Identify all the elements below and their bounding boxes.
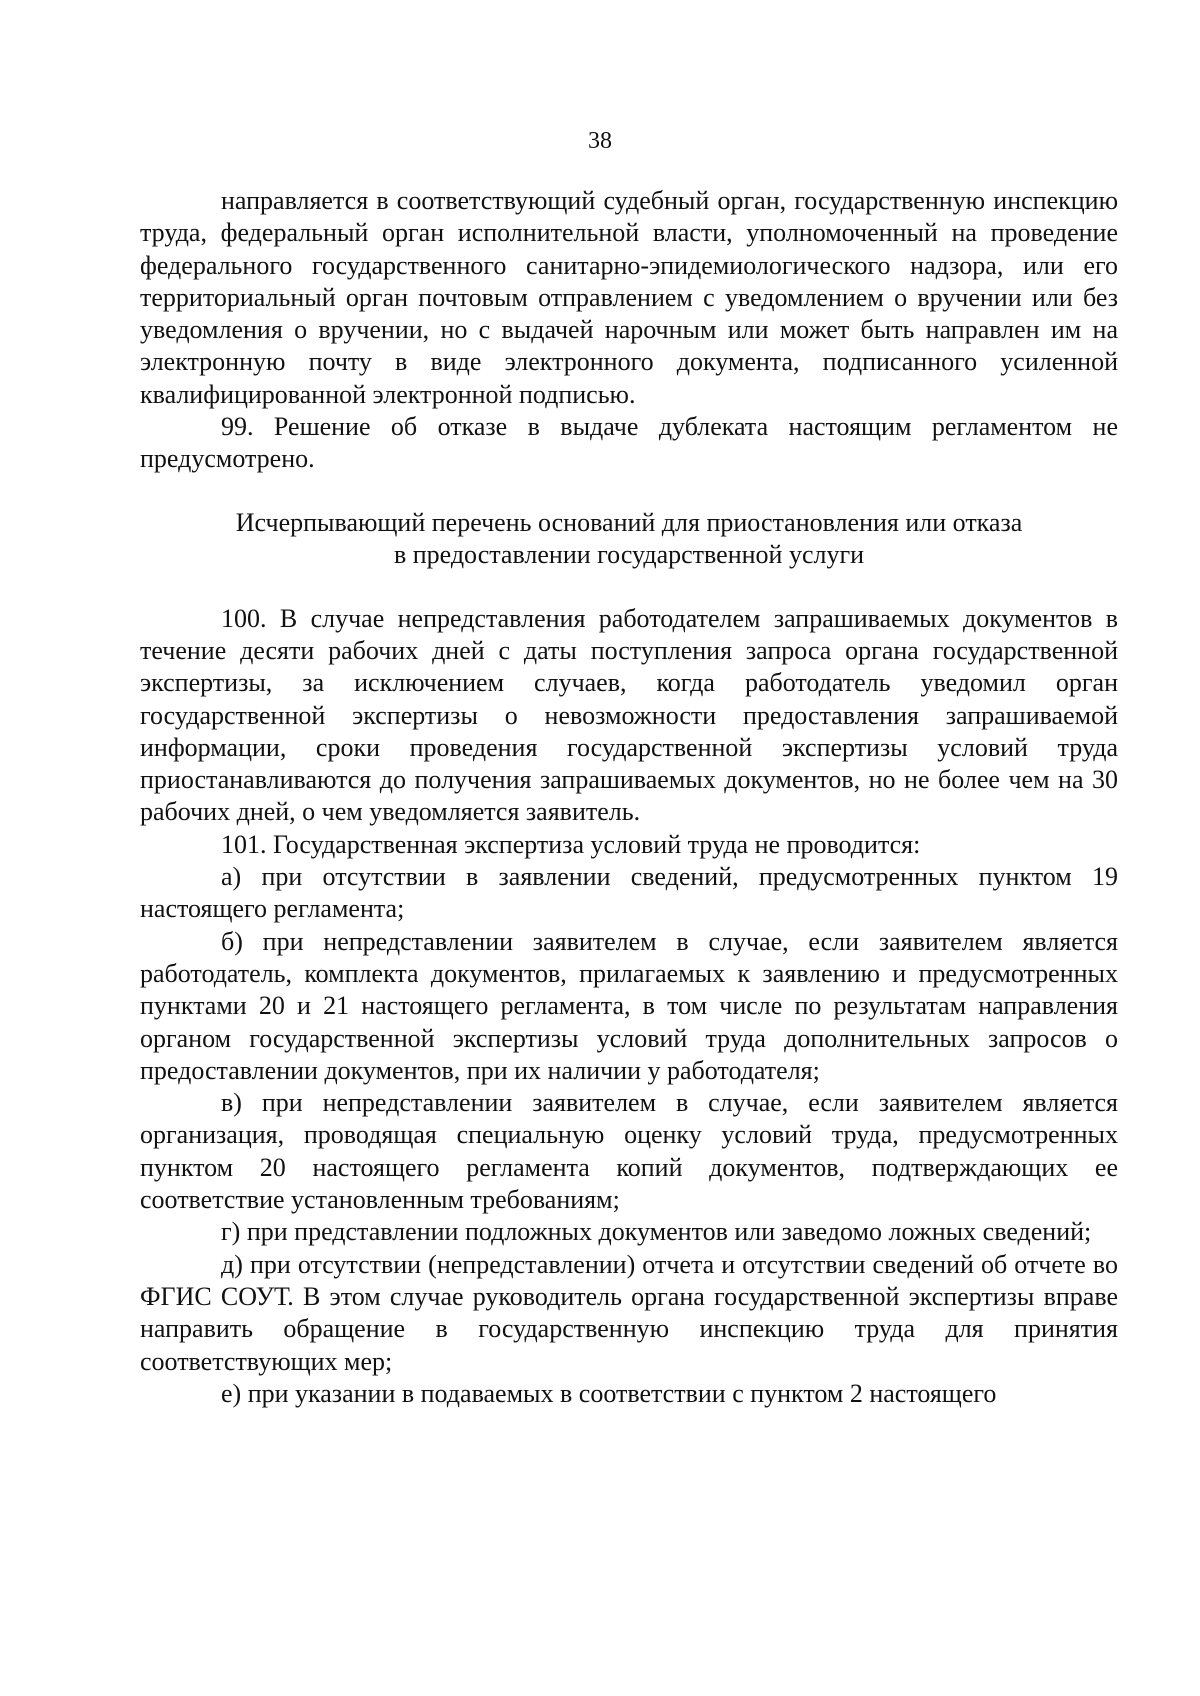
list-item-b: б) при непредставлении заявителем в случае, если заявителем является работодатель, комплекта документов, прилагаемых к заявлению и предусмотренных пунктами 20 и 21 настоящего регламента, в том числе по результатам направления органом государственной экспертизы условий труда дополнительных запросов о предоставлении документов, при их наличии у работодателя; (140, 926, 1118, 1085)
list-item-a: а) при отсутствии в заявлении сведений, предусмотренных пунктом 19 настоящего регламента; (140, 862, 1118, 924)
section-heading-line-1: Исчерпывающий перечень оснований для приостановления или отказа (235, 507, 1023, 537)
paragraph-continuation: направляется в соответствующий судебный орган, государственную инспекцию труда, федеральный орган исполнительной власти, уполномоченный на проведение федерального государственного санитарно-эпидемиологического надзора, или его территориальный орган почтовым отправлением с уведомлением о вручении или без уведомления о вручении, но с выдачей нарочным или может быть направлен им на электронную почту в виде электронного документа, подписанного усиленной квалифицированной электронной подписью. (140, 186, 1118, 409)
section-heading (140, 507, 1118, 571)
list-item-e: е) при указании в подаваемых в соответствии с пунктом 2 настоящего (221, 1378, 997, 1408)
list-item-v: в) при непредставлении заявителем в случае, если заявителем является организация, проводящая специальную оценку условий труда, предусмотренных пунктом 20 настоящего регламента копий документов, подтверждающих ее соответствие установленным требованиям; (140, 1088, 1118, 1215)
section-heading-line-2: в предоставлении государственной услуги (393, 539, 865, 569)
paragraph-101: 101. Государственная экспертиза условий труда не проводится: (221, 829, 921, 859)
list-item-g: г) при представлении подложных документов или заведомо ложных сведений; (221, 1217, 1092, 1247)
paragraph-99: 99. Решение об отказе в выдаче дублеката настоящим регламентом не предусмотрено. (140, 412, 1118, 474)
page-number: 38 (588, 128, 612, 154)
list-item-d: д) при отсутствии (непредставлении) отчета и отсутствии сведений об отчете во ФГИС СОУТ. В этом случае руководитель органа государственной экспертизы вправе направить обращение в государственную инспекцию труда для принятия соответствующих мер; (140, 1249, 1118, 1376)
document-body (140, 185, 1118, 1410)
paragraph-100: 100. В случае непредставления работодателем запрашиваемых документов в течение десяти рабочих дней с даты поступления запроса органа государственной экспертизы, за исключением случаев, когда работодатель уведомил орган государственной экспертизы о невозможности предоставления запрашиваемой информации, сроки проведения государственной экспертизы условий труда приостанавливаются до получения запрашиваемых документов, но не более чем на 30 рабочих дней, о чем уведомляется заявитель. (140, 603, 1118, 827)
